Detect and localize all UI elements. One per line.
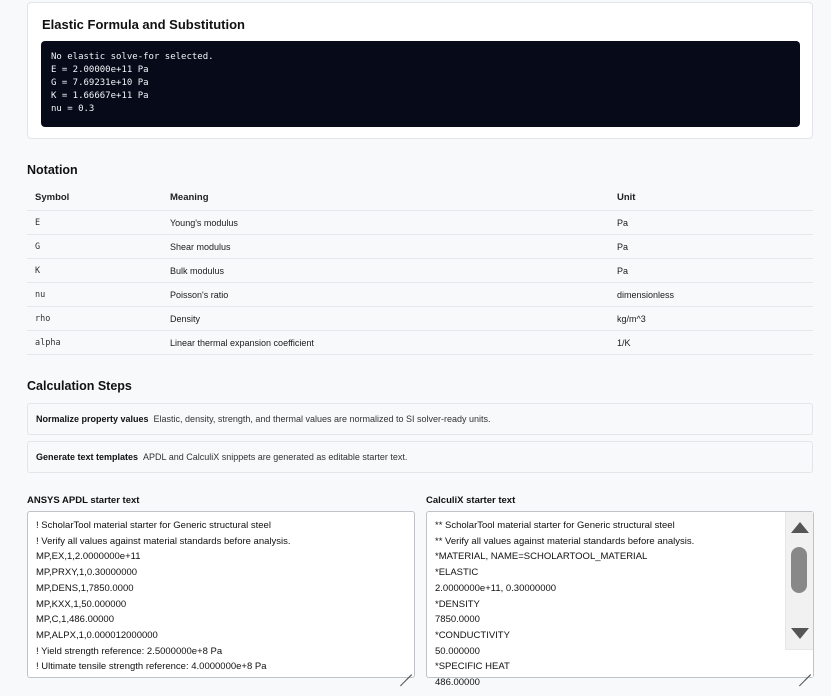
table-row — [27, 235, 813, 259]
row-unit: Pa — [617, 266, 629, 276]
row-symbol: rho — [35, 314, 51, 324]
calculix-line: *SPECIFIC HEAT — [435, 661, 510, 673]
calculix-scrollbar[interactable] — [785, 512, 813, 677]
row-symbol: nu — [35, 290, 46, 300]
scroll-up-arrow-icon[interactable] — [791, 522, 809, 533]
row-unit: Pa — [617, 218, 629, 228]
table-row — [27, 307, 813, 331]
calculation-steps-title: Calculation Steps — [27, 379, 132, 393]
table-row — [27, 259, 813, 283]
apdl-textarea[interactable] — [27, 511, 415, 678]
apdl-line: MP,PRXY,1,0.30000000 — [36, 567, 138, 579]
header-symbol: Symbol — [35, 192, 70, 203]
calculix-line: 50.000000 — [435, 645, 480, 657]
table-row — [27, 283, 813, 307]
table-row — [27, 331, 813, 355]
row-unit: Pa — [617, 242, 629, 252]
row-symbol: K — [35, 266, 41, 276]
apdl-line: MP,ALPX,1,0.000012000000 — [36, 629, 158, 641]
row-meaning: Poisson's ratio — [170, 290, 229, 300]
row-symbol: E — [35, 218, 41, 228]
step-name: Generate text templates — [36, 452, 139, 462]
apdl-line: ! Yield strength reference: 2.5000000e+8 Pa — [36, 645, 223, 657]
row-symbol: alpha — [35, 338, 61, 348]
formula-line: K = 1.66667e+11 Pa — [51, 91, 149, 101]
formula-line: G = 7.69231e+10 Pa — [51, 78, 149, 88]
step-description: APDL and CalculiX snippets are generated as editable starter text. — [143, 452, 408, 462]
calculix-line: *ELASTIC — [435, 567, 479, 579]
step-description: Elastic, density, strength, and thermal values are normalized to SI solver-ready units. — [153, 414, 491, 424]
step-normalize — [27, 403, 813, 435]
step-name: Normalize property values — [36, 414, 149, 424]
resize-grip-icon[interactable] — [799, 663, 811, 675]
apdl-line: ! ScholarTool material starter for Generic structural steel — [36, 520, 271, 531]
step-generate-templates — [27, 441, 813, 473]
formula-line: No elastic solve-for selected. — [51, 52, 214, 62]
header-unit: Unit — [617, 192, 636, 203]
elastic-formula-card — [27, 2, 813, 139]
apdl-line: ! Ultimate tensile strength reference: 4.0000000e+8 Pa — [36, 661, 267, 673]
row-unit: dimensionless — [617, 290, 675, 300]
row-unit: kg/m^3 — [617, 314, 646, 324]
notation-title: Notation — [27, 163, 78, 177]
apdl-line: ! Verify all values against material standards before analysis. — [36, 535, 291, 547]
calculix-line: *CONDUCTIVITY — [435, 629, 510, 641]
row-unit: 1/K — [617, 338, 631, 348]
elastic-formula-output — [41, 41, 800, 127]
row-meaning: Linear thermal expansion coefficient — [170, 338, 314, 348]
table-header-row — [27, 186, 813, 211]
apdl-label: ANSYS APDL starter text — [27, 495, 140, 506]
calculix-line: *MATERIAL, NAME=SCHOLARTOOL_MATERIAL — [435, 551, 648, 563]
formula-line: E = 2.00000e+11 Pa — [51, 65, 149, 75]
header-meaning: Meaning — [170, 192, 209, 203]
calculix-line: *DENSITY — [435, 598, 480, 610]
apdl-line: MP,KXX,1,50.000000 — [36, 598, 127, 610]
apdl-line: MP,EX,1,2.0000000e+11 — [36, 551, 141, 563]
table-row — [27, 211, 813, 235]
calculix-line: 7850.0000 — [435, 614, 480, 626]
calculix-label: CalculiX starter text — [426, 495, 516, 506]
apdl-line: MP,C,1,486.00000 — [36, 614, 114, 626]
scroll-thumb[interactable] — [791, 547, 807, 593]
calculix-line: 2.0000000e+11, 0.30000000 — [435, 582, 557, 594]
apdl-line: MP,DENS,1,7850.0000 — [36, 582, 134, 594]
notation-table — [27, 186, 813, 355]
elastic-formula-title: Elastic Formula and Substitution — [42, 17, 245, 32]
row-meaning: Young's modulus — [170, 218, 238, 228]
row-meaning: Bulk modulus — [170, 266, 225, 276]
scroll-down-arrow-icon[interactable] — [791, 628, 809, 639]
row-meaning: Shear modulus — [170, 242, 231, 252]
calculix-line: 486.00000 — [435, 677, 480, 689]
calculix-line: ** ScholarTool material starter for Generic structural steel — [435, 520, 675, 531]
calculix-line: ** Verify all values against material standards before analysis. — [435, 535, 695, 547]
row-meaning: Density — [170, 314, 201, 324]
row-symbol: G — [35, 242, 41, 252]
calculix-textarea[interactable] — [426, 511, 814, 689]
resize-grip-icon[interactable] — [400, 663, 412, 675]
formula-line: nu = 0.3 — [51, 104, 95, 114]
